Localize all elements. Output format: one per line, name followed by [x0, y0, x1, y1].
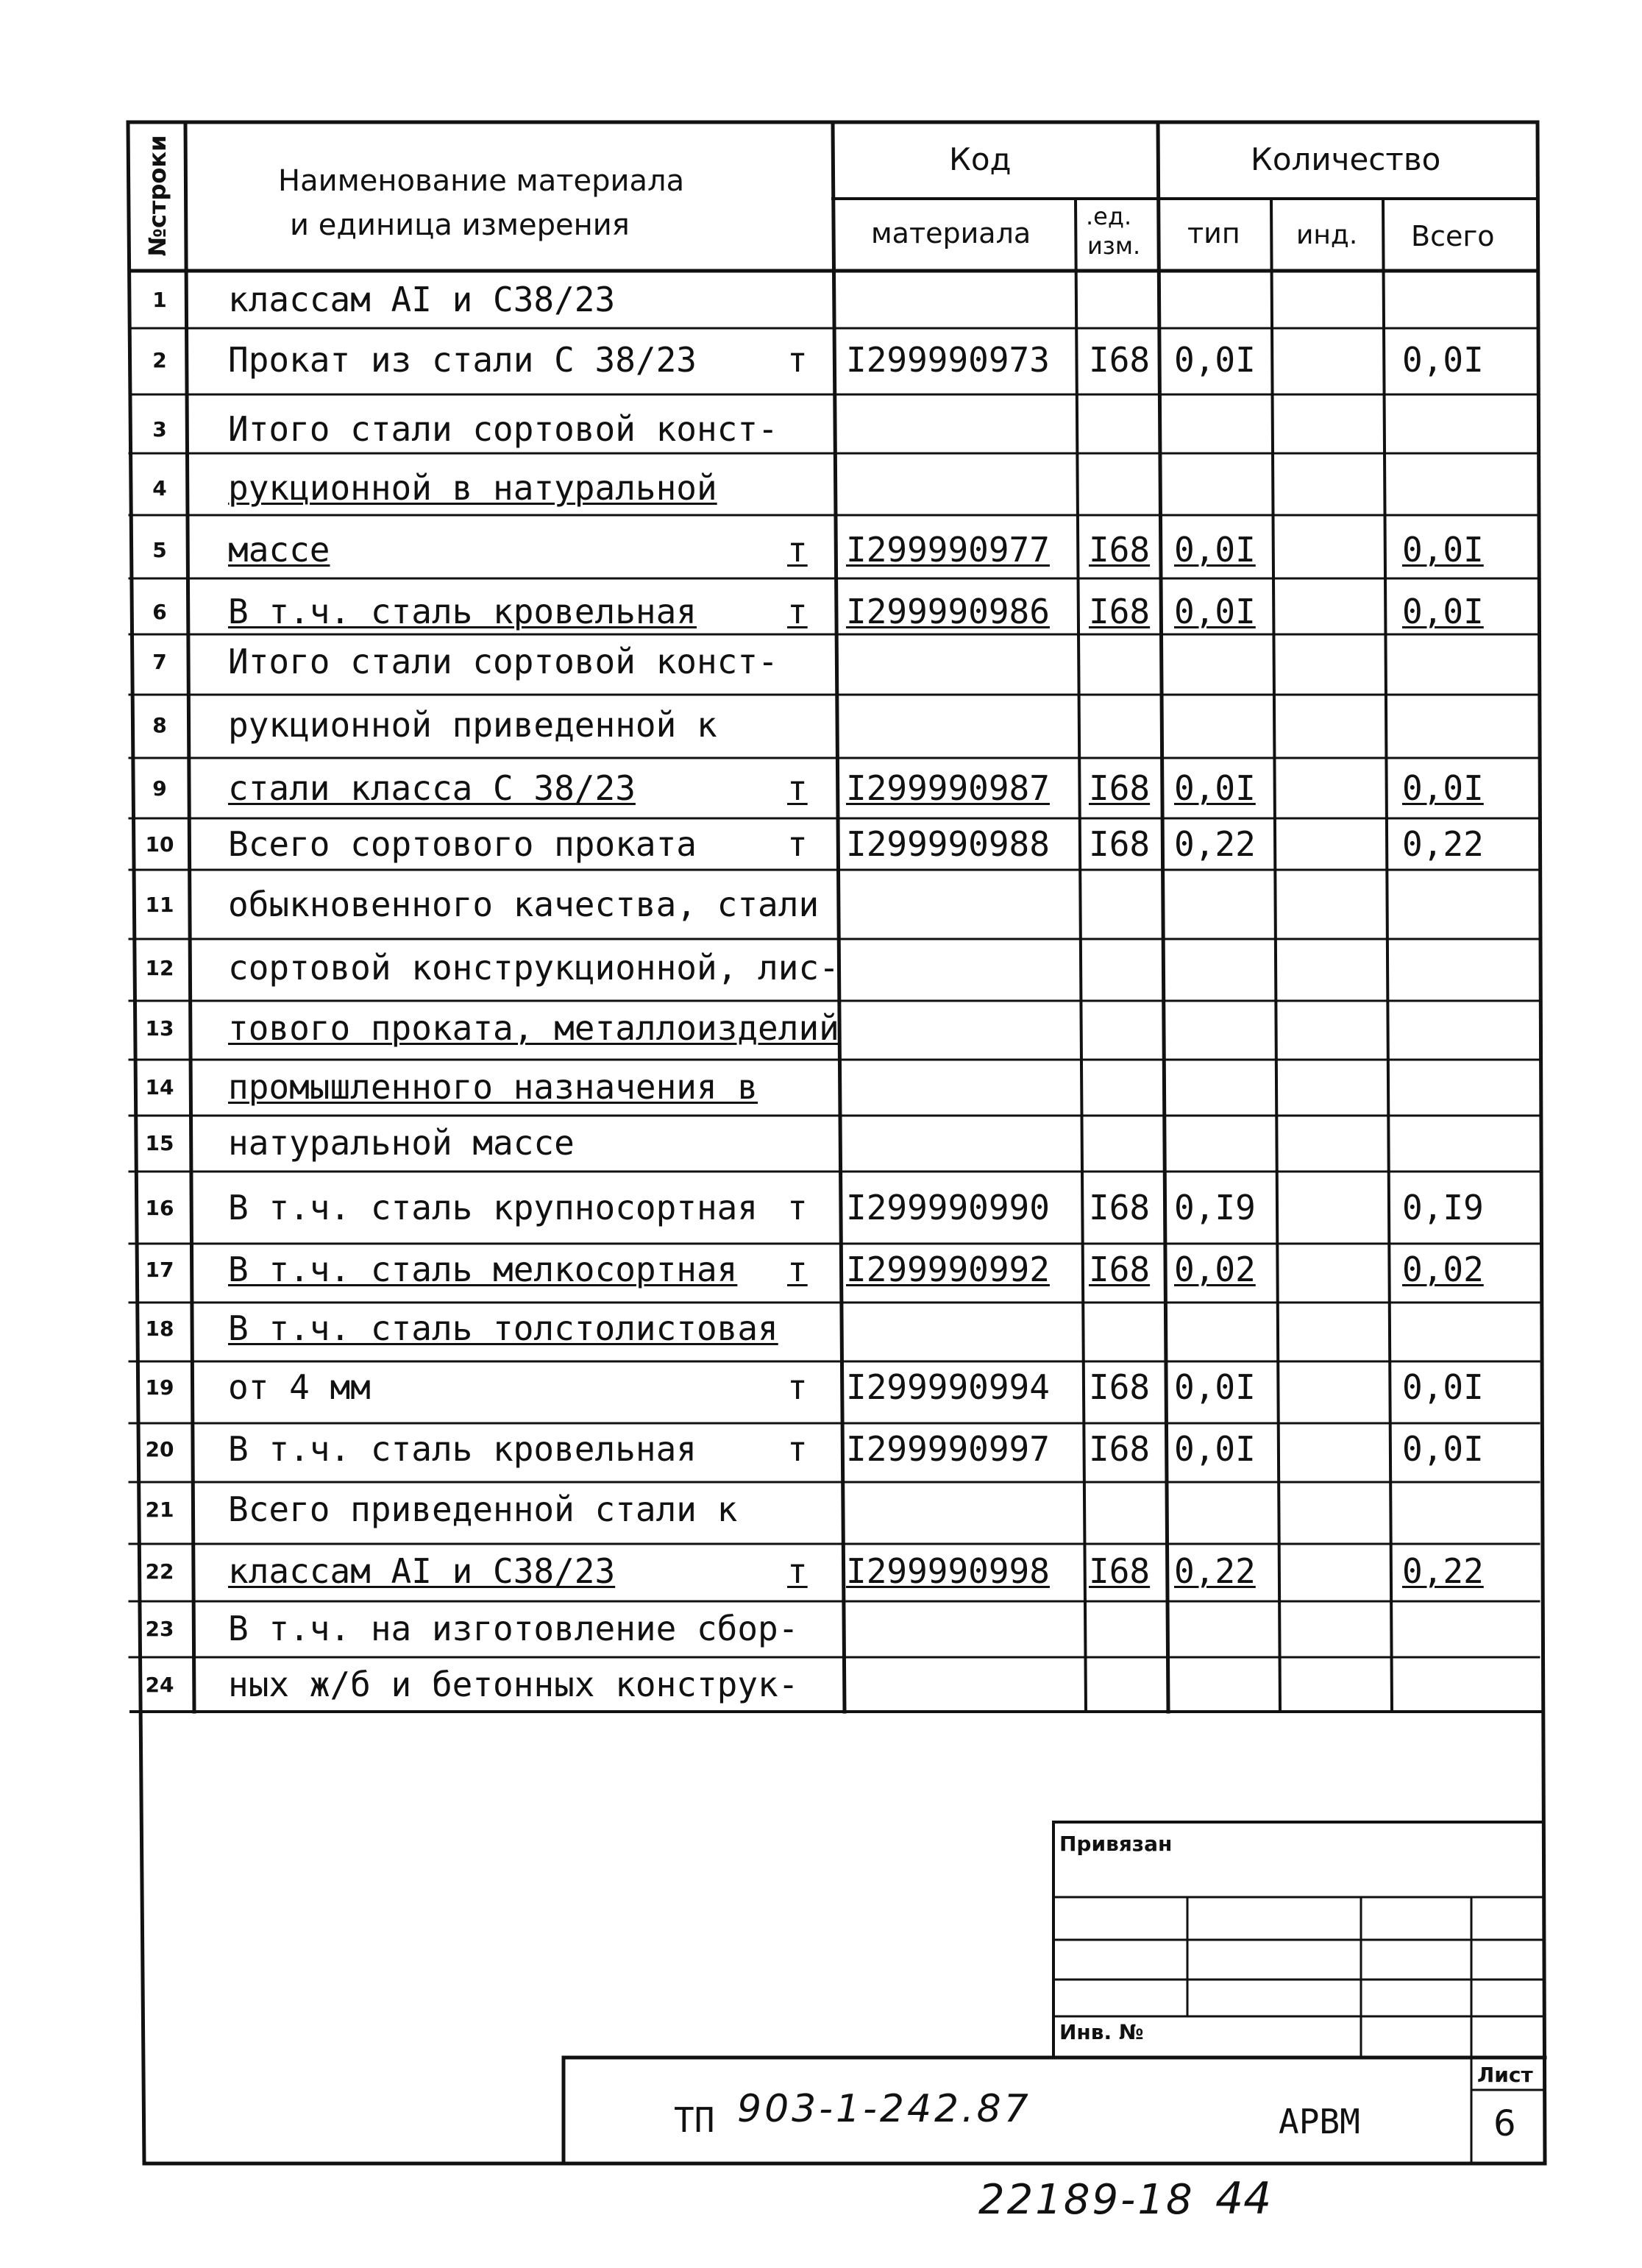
quantity-total: 0,22: [1402, 1551, 1484, 1591]
unit-letter: т: [787, 824, 808, 864]
quantity-typ: 0,0I: [1174, 592, 1256, 631]
unit-code: I68: [1089, 340, 1151, 380]
material-code: I299990992: [846, 1250, 1050, 1289]
material-name-header-line2: и единица измерения: [290, 208, 630, 242]
material-code: I299990994: [846, 1367, 1050, 1407]
unit-code: I68: [1089, 1188, 1151, 1227]
material-code-header: материала: [871, 217, 1031, 249]
sheet-label: Лист: [1477, 2063, 1533, 2087]
quantity-total: 0,0I: [1402, 1429, 1484, 1469]
privyazan-label: Привязан: [1059, 1832, 1173, 1856]
code-header: Код: [949, 141, 1012, 177]
material-name: В т.ч. сталь кровельная: [228, 592, 697, 631]
material-name: сортовой конструкционной, лис-: [228, 948, 839, 988]
quantity-total: 0,0I: [1402, 340, 1484, 380]
quantity-typ: 0,22: [1174, 824, 1256, 864]
unit-code: I68: [1089, 768, 1151, 808]
quantity-typ: 0,02: [1174, 1250, 1256, 1289]
quantity-header: Количество: [1251, 141, 1441, 177]
material-name: Итого стали сортовой конст-: [228, 642, 778, 681]
unit-letter: т: [787, 592, 808, 631]
total-header: Всего: [1411, 220, 1495, 252]
quantity-typ: 0,0I: [1174, 1429, 1256, 1469]
material-name: обыкновенного качества, стали: [228, 885, 820, 924]
material-name: стали класса С 38/23: [228, 768, 636, 808]
row-number: 10: [145, 832, 174, 857]
typ-header: тип: [1187, 217, 1240, 249]
material-name: натуральной массе: [228, 1123, 575, 1163]
material-name: от 4 мм: [228, 1367, 371, 1407]
unit-header-line1: .ед.: [1086, 202, 1132, 230]
material-code: I299990973: [846, 340, 1050, 380]
row-number: 5: [152, 538, 167, 562]
row-number: 14: [145, 1075, 174, 1099]
material-name: массе: [228, 530, 330, 570]
section-code: АРВМ: [1279, 2102, 1360, 2141]
row-number: 13: [145, 1016, 174, 1041]
unit-letter: т: [787, 1188, 808, 1227]
quantity-total: 0,02: [1402, 1250, 1484, 1289]
quantity-typ: 0,0I: [1174, 340, 1256, 380]
material-name: В т.ч. сталь кровельная: [228, 1429, 697, 1469]
material-name: В т.ч. сталь крупносортная: [228, 1188, 758, 1227]
material-name: В т.ч. на изготовление сбор-: [228, 1609, 799, 1648]
row-number: 1: [152, 288, 167, 312]
sheet-number: 6: [1493, 2103, 1516, 2144]
row-number: 3: [152, 417, 167, 442]
material-code: I299990977: [846, 530, 1050, 570]
quantity-typ: 0,0I: [1174, 768, 1256, 808]
row-number: 18: [145, 1316, 174, 1341]
material-name: тового проката, металлоизделий: [228, 1008, 839, 1048]
unit-code: I68: [1089, 592, 1151, 631]
material-code: I299990990: [846, 1188, 1050, 1227]
unit-letter: т: [787, 340, 808, 380]
quantity-total: 0,0I: [1402, 530, 1484, 570]
material-name: рукционной приведенной к: [228, 705, 717, 745]
archive-number: 22189-18: [978, 2176, 1195, 2224]
unit-header-line2: изм.: [1087, 232, 1141, 260]
quantity-typ: 0,22: [1174, 1551, 1256, 1591]
material-name: Всего сортового проката: [228, 824, 697, 864]
unit-code: I68: [1089, 530, 1151, 570]
row-number: 11: [145, 893, 174, 917]
row-number: 24: [145, 1673, 174, 1697]
unit-code: I68: [1089, 1429, 1151, 1469]
row-number: 4: [152, 476, 167, 500]
unit-letter: т: [787, 530, 808, 570]
material-name: рукционной в натуральной: [228, 468, 717, 508]
material-name: классам AI и С38/23: [228, 280, 616, 319]
inventory-number-label: Инв. №: [1059, 2020, 1144, 2044]
unit-letter: т: [787, 1250, 808, 1289]
quantity-typ: 0,0I: [1174, 1367, 1256, 1407]
quantity-total: 0,0I: [1402, 592, 1484, 631]
material-name-header-line1: Наименование материала: [278, 164, 685, 198]
quantity-typ: 0,0I: [1174, 530, 1256, 570]
material-code: I299990986: [846, 592, 1050, 631]
ind-header: инд.: [1296, 220, 1358, 250]
document-number: 903-1-242.87: [737, 2087, 1031, 2131]
row-number: 17: [145, 1258, 174, 1282]
row-number: 19: [145, 1375, 174, 1400]
page-number: 44: [1215, 2173, 1272, 2225]
row-number: 9: [152, 776, 167, 801]
unit-code: I68: [1089, 1367, 1151, 1407]
row-number: 15: [145, 1131, 174, 1155]
material-name: В т.ч. сталь толстолистовая: [228, 1308, 778, 1348]
material-name: классам AI и С38/23: [228, 1551, 616, 1591]
row-number: 2: [152, 348, 167, 372]
unit-letter: т: [787, 1551, 808, 1591]
row-number: 12: [145, 956, 174, 980]
quantity-typ: 0,I9: [1174, 1188, 1256, 1227]
row-number-header: №строки: [143, 135, 171, 257]
material-code: I299990987: [846, 768, 1050, 808]
row-number: 6: [152, 600, 167, 624]
unit-code: I68: [1089, 1250, 1151, 1289]
quantity-total: 0,I9: [1402, 1188, 1484, 1227]
material-code: I299990988: [846, 824, 1050, 864]
material-name: В т.ч. сталь мелкосортная: [228, 1250, 738, 1289]
material-code: I299990998: [846, 1551, 1050, 1591]
quantity-total: 0,0I: [1402, 1367, 1484, 1407]
row-number: 16: [145, 1196, 174, 1220]
material-name: ных ж/б и бетонных конструк-: [228, 1665, 799, 1704]
material-name: Итого стали сортовой конст-: [228, 409, 778, 449]
material-name: промышленного назначения в: [228, 1067, 758, 1107]
document-prefix: ТП: [674, 2100, 715, 2140]
material-code: I299990997: [846, 1429, 1050, 1469]
row-number: 8: [152, 713, 167, 737]
unit-letter: т: [787, 768, 808, 808]
row-number: 7: [152, 650, 167, 674]
unit-code: I68: [1089, 1551, 1151, 1591]
row-number: 21: [145, 1498, 174, 1522]
row-number: 20: [145, 1437, 174, 1461]
row-number: 22: [145, 1559, 174, 1584]
material-name: Всего приведенной стали к: [228, 1489, 738, 1529]
quantity-total: 0,22: [1402, 824, 1484, 864]
unit-letter: т: [787, 1429, 808, 1469]
unit-letter: т: [787, 1367, 808, 1407]
unit-code: I68: [1089, 824, 1151, 864]
row-number: 23: [145, 1617, 174, 1641]
material-name: Прокат из стали С 38/23: [228, 340, 697, 380]
quantity-total: 0,0I: [1402, 768, 1484, 808]
